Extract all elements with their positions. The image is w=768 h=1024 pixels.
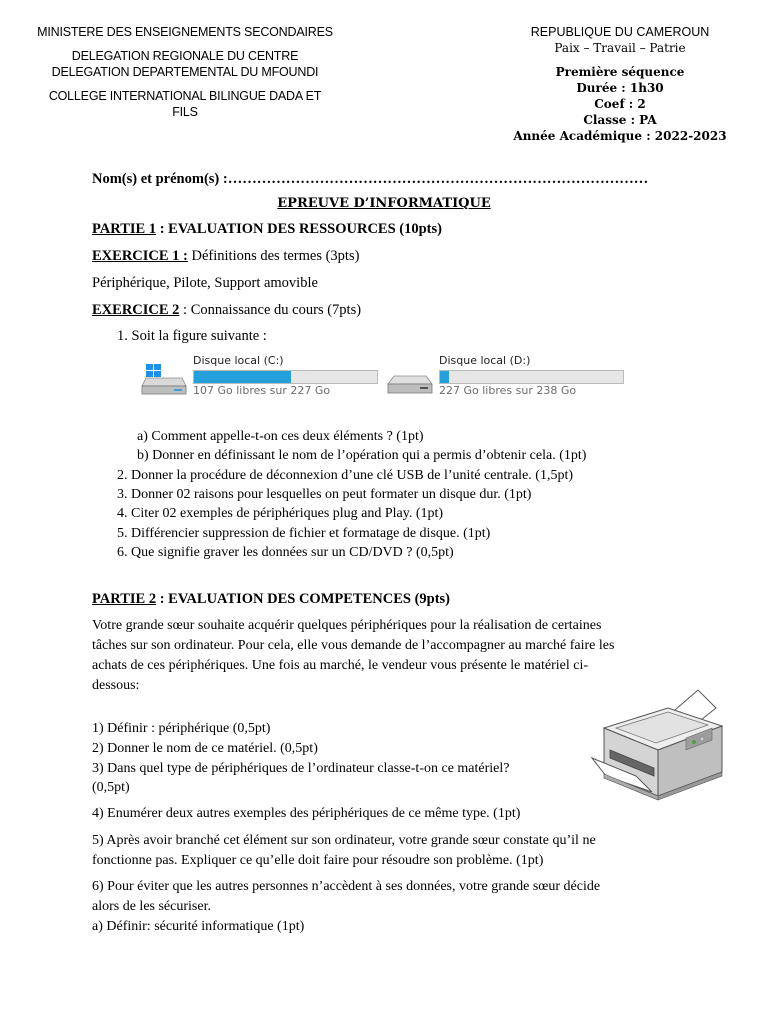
exercise1-heading: EXERCICE 1 : Définitions des termes (3pts) [92,248,360,264]
exercise2-heading: EXERCICE 2 : Connaissance du cours (7pts) [92,302,362,318]
question-4: 4. Citer 02 exemples de périphériques plug and Play. (1pt) [117,506,444,521]
part2-question-3-points: (0,5pt) [92,780,130,795]
part2-intro-line2: tâches sur son ordinateur. Pour cela, elle vous demande de l’accompagner au marché faire les [92,638,615,653]
drive-c-usage-bar [193,370,378,384]
part2-intro-line3: achats de ces périphériques. Une fois au marché, le vendeur vous présente le matériel ci- [92,658,589,673]
printer-illustration [590,688,730,808]
duration-line: Durée : 1h30 [576,81,664,95]
part2-heading: PARTIE 2 : EVALUATION DES COMPETENCES (9pts) [92,591,451,607]
part2-intro-line4: dessous: [92,678,140,693]
hard-drive-icon [386,362,434,396]
part2-question-6-line1: 6) Pour éviter que les autres personnes n’accèdent à ses données, votre grande sœur décide [92,879,601,894]
part2-question-1: 1) Définir : périphérique (0,5pt) [92,721,271,736]
drive-c-free-space: 107 Go libres sur 227 Go [193,384,331,397]
part2-question-2: 2) Donner le nom de ce matériel. (0,5pt) [92,741,318,756]
regional-delegation-line: DELEGATION REGIONALE DU CENTRE [71,49,299,63]
question-1: 1. Soit la figure suivante : [117,328,267,344]
country-line: REPUBLIQUE DU CAMEROUN [530,25,710,39]
drive-c-name: Disque local (C:) [193,354,284,367]
part2-intro-line1: Votre grande sœur souhaite acquérir quelques périphériques pour la réalisation de certaines [92,618,602,633]
part2-question-3: 3) Dans quel type de périphériques de l’ordinateur classe-t-on ce matériel? [92,761,510,776]
drive-d-usage-bar [439,370,624,384]
question-2: 2. Donner la procédure de déconnexion d’une clé USB de l’unité centrale. (1,5pt) [117,468,573,483]
question-6: 6. Que signifie graver les données sur un CD/DVD ? (0,5pt) [117,545,454,560]
coef-line: Coef : 2 [594,97,646,111]
part2-question-6-line2: alors de les sécuriser. [92,899,211,914]
part2-question-6a: a) Définir: sécurité informatique (1pt) [92,919,305,934]
class-line: Classe : PA [583,113,657,127]
academic-year-line: Année Académique : 2022-2023 [513,129,727,143]
question-5: 5. Différencier suppression de fichier et formatage de disque. (1pt) [117,526,491,541]
ministry-line: MINISTERE DES ENSEIGNEMENTS SECONDAIRES [37,25,333,39]
question-1b: b) Donner en définissant le nom de l’opération qui a permis d’obtenir cela. (1pt) [137,448,587,463]
drive-d-name: Disque local (D:) [439,354,531,367]
part1-heading: PARTIE 1 : EVALUATION DES RESSOURCES (10pts) [92,221,442,237]
exam-title: EPREUVE D’INFORMATIQUE [277,196,491,211]
question-3: 3. Donner 02 raisons pour lesquelles on peut formater un disque dur. (1pt) [117,487,532,502]
school-name-line2: FILS [172,105,198,119]
student-name-line: Nom(s) et prénom(s) :…………………………………………………………………………… [92,171,649,187]
motto-line: Paix – Travail – Patrie [554,41,686,55]
school-name-line1: COLLEGE INTERNATIONAL BILINGUE DADA ET [48,89,322,103]
sequence-line: Première séquence [555,65,685,79]
question-1a: a) Comment appelle-t-on ces deux éléments ? (1pt) [137,429,424,444]
drives-figure [140,352,640,402]
departmental-delegation-line: DELEGATION DEPARTEMENTAL DU MFOUNDI [51,65,319,79]
part2-question-5-line1: 5) Après avoir branché cet élément sur son ordinateur, votre grande sœur constate qu’il ne [92,833,596,848]
institution-header [20,24,350,120]
drive-d-free-space: 227 Go libres sur 238 Go [439,384,577,397]
windows-drive-icon [140,362,188,396]
exercise1-terms: Périphérique, Pilote, Support amovible [92,275,318,291]
part2-question-4: 4) Enumérer deux autres exemples des périphériques de ce même type. (1pt) [92,806,521,821]
part2-question-5-line2: fonctionne pas. Expliquer ce qu’elle doit faire pour résoudre son problème. (1pt) [92,853,544,868]
exam-info-header [505,24,735,144]
